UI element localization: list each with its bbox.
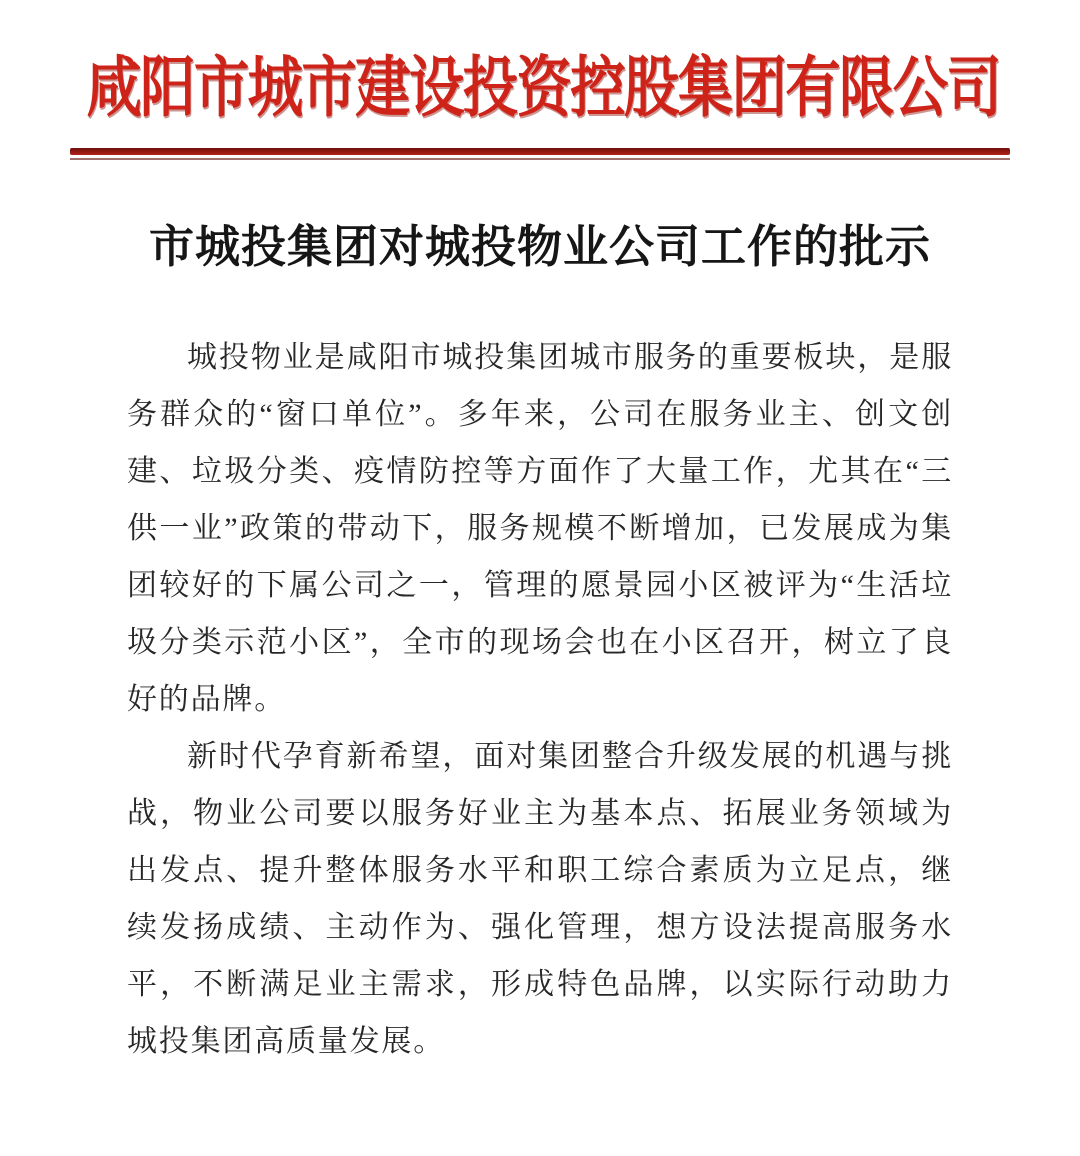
document-title: 市城投集团对城投物业公司工作的批示: [148, 221, 931, 272]
letterhead-org-name: 咸阳市城市建设投资控股集团有限公司: [86, 52, 1001, 125]
body-paragraph-1: 城投物业是咸阳市城投集团城市服务的重要板块，是服务群众的“窗口单位”。多年来，公司在服务业主、创文创建、垃圾分类、疫情防控等方面作了大量工作，尤其在“三供一业”政策的带动下，服务规模不断增加，已发展成为集团较好的下属公司之一，管理的愿景园小区被评为“生活垃圾分类示范小区”，全市的现场会也在小区召开，树立了良好的品牌。: [127, 341, 953, 716]
document-body: [127, 329, 953, 1070]
body-paragraph-2: 新时代孕育新希望，面对集团整合升级发展的机遇与挑战，物业公司要以服务好业主为基本点、拓展业务领域为出发点、提升整体服务水平和职工综合素质为立足点，继续发扬成绩、主动作为、强化管理，想方设法提高服务水平，不断满足业主需求，形成特色品牌，以实际行动助力城投集团高质量发展。: [127, 740, 953, 1058]
letterhead-divider: [70, 148, 1010, 160]
divider-thin-line: [70, 158, 1010, 160]
divider-thick-line: [70, 148, 1010, 155]
